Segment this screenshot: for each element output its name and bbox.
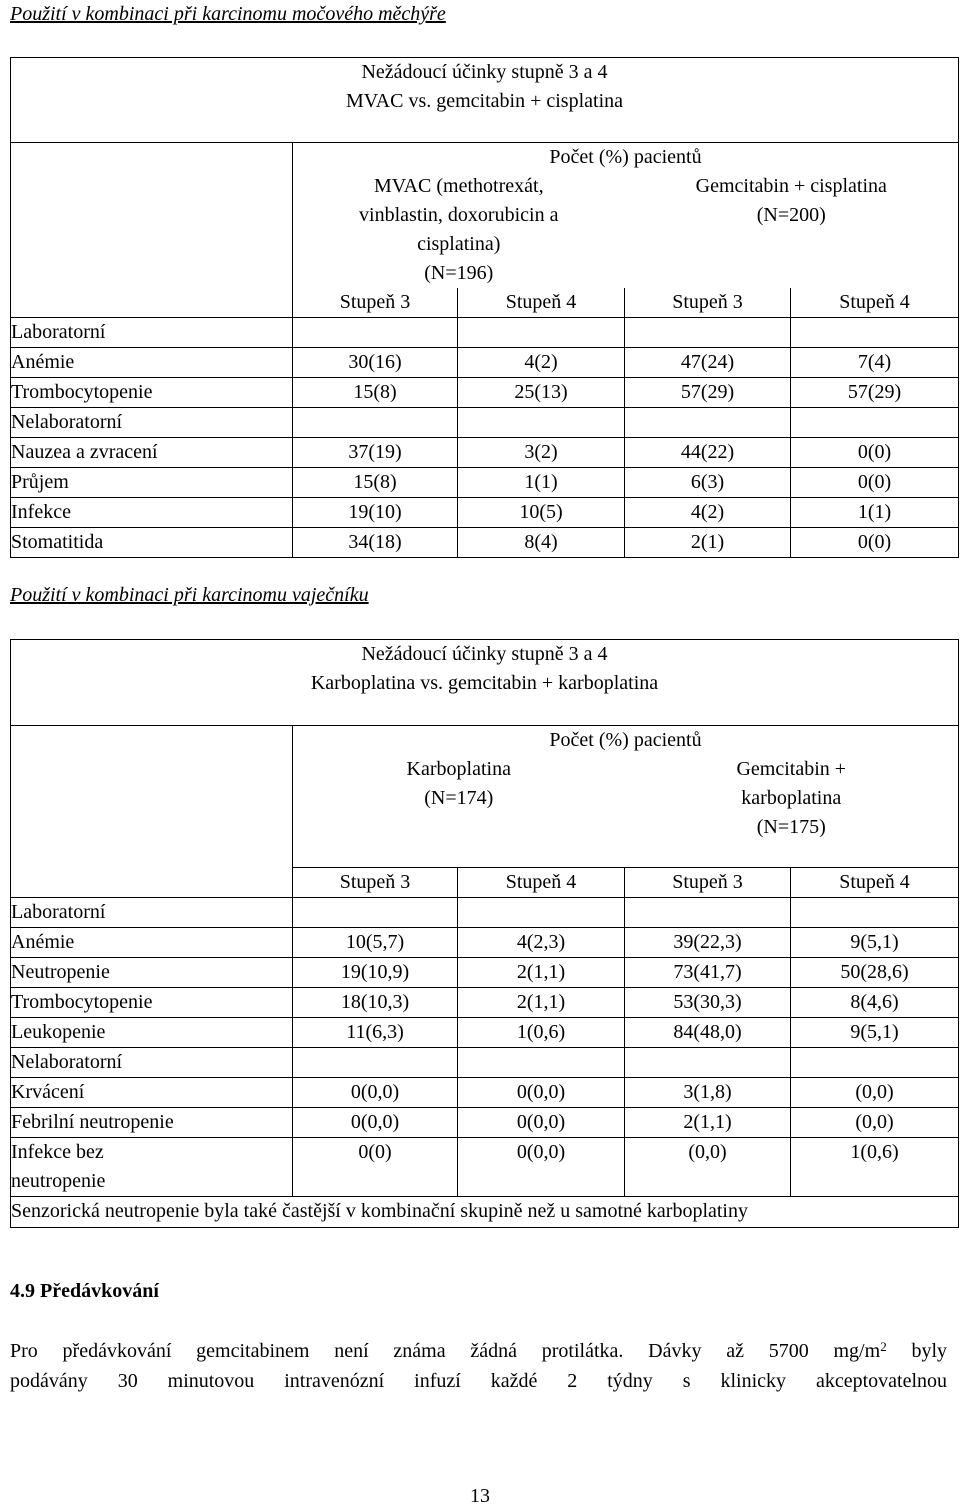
table-row: Krvácení 0(0,0) 0(0,0) 3(1,8) (0,0): [11, 1078, 959, 1108]
category-label: Laboratorní: [11, 318, 293, 348]
section-heading-bladder: Použití v kombinaci při karcinomu močového měchýře: [10, 3, 446, 25]
table-title: Nežádoucí účinky stupně 3 a 4 MVAC vs. gemcitabin + cisplatina: [11, 58, 959, 143]
category-label: Nelaboratorní: [11, 408, 293, 438]
group-header: [293, 726, 959, 868]
category-label: Nelaboratorní: [11, 1048, 293, 1078]
table-row: Trombocytopenie 15(8) 25(13) 57(29) 57(29): [11, 378, 959, 408]
empty-header-cell: [11, 143, 293, 289]
paragraph-line: podávány 30 minutovou intravenózní infuzí každé 2 týdny s klinicky akceptovatelnou: [10, 1370, 947, 1392]
table-row: Infekce 19(10) 10(5) 4(2) 1(1): [11, 498, 959, 528]
table-row: Neutropenie 19(10,9) 2(1,1) 73(41,7) 50(28,6): [11, 958, 959, 988]
overdose-paragraph: [10, 1336, 947, 1396]
section-heading-ovarian: Použití v kombinaci při karcinomu vaječníku: [10, 584, 369, 606]
gcarbo-group-header: Gemcitabin + karboplatina (N=175): [736, 758, 847, 838]
grade-header: Stupeň 4: [458, 288, 625, 318]
page-number: 13: [470, 1485, 490, 1507]
grade-header: Stupeň 4: [791, 288, 959, 318]
table-row: Febrilní neutropenie 0(0,0) 0(0,0) 2(1,1) (0,0): [11, 1108, 959, 1138]
table-footnote: Senzorická neutropenie byla také častější v kombinační skupině než u samotné karboplatiny: [11, 1197, 959, 1228]
ovarian-adverse-events-table: [10, 639, 959, 1228]
section-heading-overdose: 4.9 Předávkování: [10, 1280, 159, 1302]
category-label: Laboratorní: [11, 898, 293, 928]
table-row: Trombocytopenie 18(10,3) 2(1,1) 53(30,3) 8(4,6): [11, 988, 959, 1018]
mvac-group-header: MVAC (methotrexát, vinblastin, doxorubicin a cisplatina) (N=196): [359, 175, 559, 284]
paragraph-line: Pro předávkování gemcitabinem není známa žádná protilátka. Dávky až 5700 $mg/m^2$ byly: [10, 1339, 948, 1362]
grade-header: Stupeň 3: [625, 288, 791, 318]
table-row: Nauzea a zvracení 37(19) 3(2) 44(22) 0(0): [11, 438, 959, 468]
table-row: Anémie 10(5,7) 4(2,3) 39(22,3) 9(5,1): [11, 928, 959, 958]
gc-group-header: Gemcitabin + cisplatina (N=200): [695, 175, 887, 226]
count-header: Počet (%) pacientů: [549, 729, 702, 751]
grade-header: Stupeň 4: [458, 868, 625, 898]
table-row: Stomatitida 34(18) 8(4) 2(1) 0(0): [11, 528, 959, 558]
table-row: Infekce bez neutropenie 0(0) 0(0,0) (0,0) 1(0,6): [11, 1138, 959, 1197]
table-row: Anémie 30(16) 4(2) 47(24) 7(4): [11, 348, 959, 378]
table-title: Nežádoucí účinky stupně 3 a 4 Karboplatina vs. gemcitabin + karboplatina: [11, 640, 959, 726]
table-row: Průjem 15(8) 1(1) 6(3) 0(0): [11, 468, 959, 498]
carboplatin-group-header: Karboplatina (N=174): [406, 758, 511, 809]
table-row: Leukopenie 11(6,3) 1(0,6) 84(48,0) 9(5,1): [11, 1018, 959, 1048]
grade-header: Stupeň 3: [625, 868, 791, 898]
group-header: [293, 143, 959, 289]
grade-header: Stupeň 3: [293, 288, 458, 318]
bladder-adverse-events-table: [10, 57, 959, 558]
count-header: Počet (%) pacientů: [549, 146, 702, 168]
grade-header: Stupeň 4: [791, 868, 959, 898]
grade-header: Stupeň 3: [293, 868, 458, 898]
